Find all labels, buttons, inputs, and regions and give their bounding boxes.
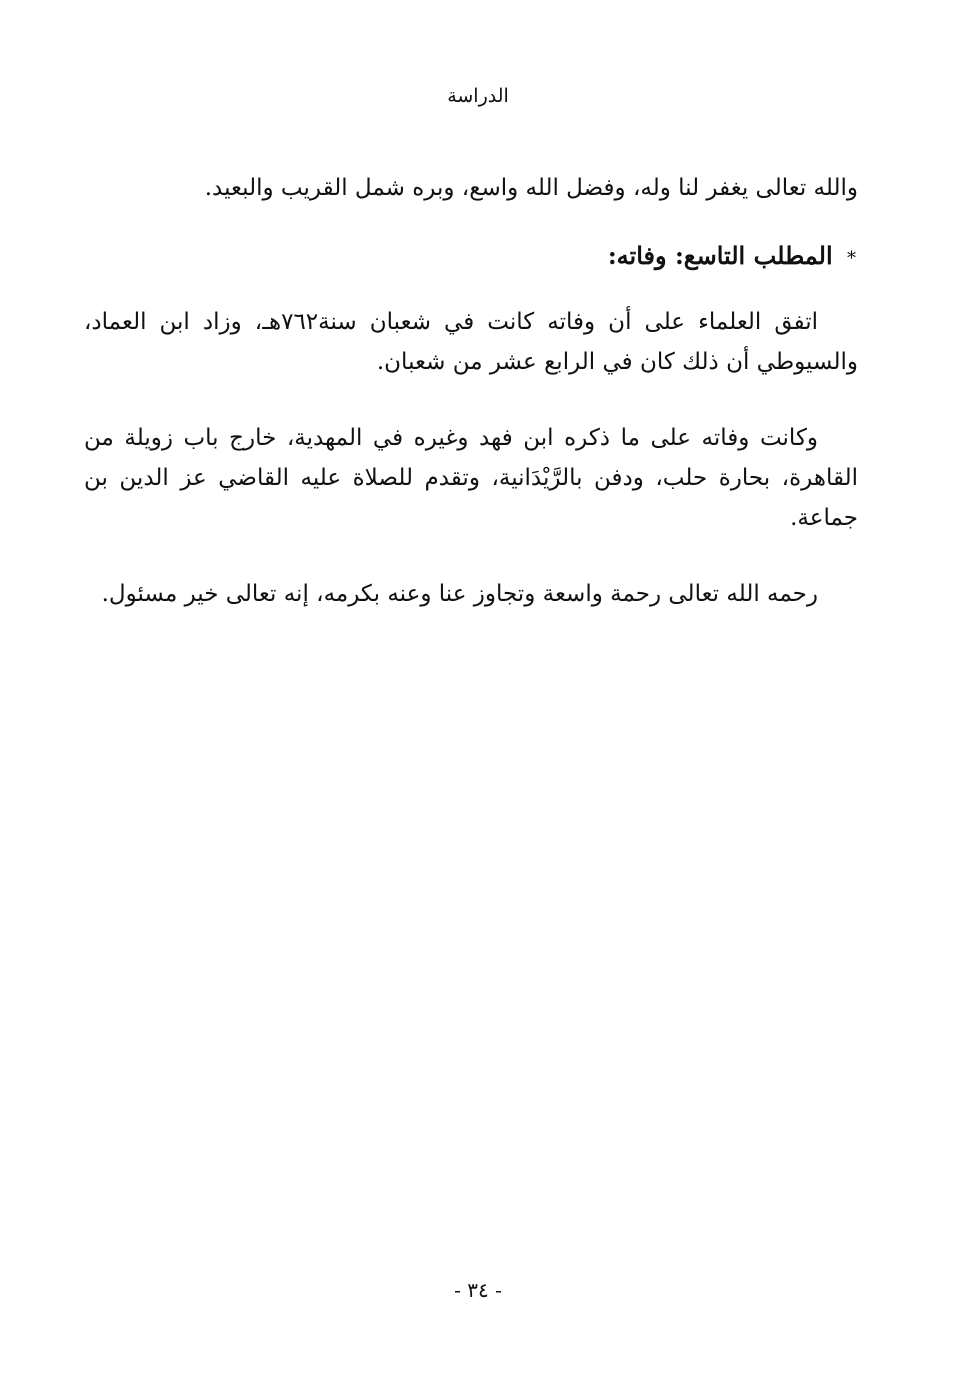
page-number: - ٣٤ - [454, 1278, 502, 1302]
section-heading [608, 236, 856, 279]
paragraph-prayer: رحمه الله تعالى رحمة واسعة وتجاوز عنا وعنه بكرمه، إنه تعالى خير مسئول. [101, 581, 818, 607]
heading-marker: * [847, 248, 856, 269]
running-header: الدراسة [447, 85, 509, 107]
heading-text: المطلب التاسع: وفاته: [607, 241, 833, 270]
paragraph-intro: والله تعالى يغفر لنا وله، وفضل الله واسع، وبره شمل القريب والبعيد. [204, 175, 858, 201]
paragraph-burial: وكانت وفاته على ما ذكره ابن فهد وغيره في المهدية، خارج باب زويلة من القاهرة، بحارة حلب، ودفن بالرَّيْدَانية، وتقدم للصلاة عليه القاضي عز الدين بن جماعة. [84, 425, 858, 531]
paragraph-death-date: اتفق العلماء على أن وفاته كانت في شعبان سنة٧٦٢هـ، وزاد ابن العماد، والسيوطي أن ذلك كان في الرابع عشر من شعبان. [84, 309, 858, 375]
